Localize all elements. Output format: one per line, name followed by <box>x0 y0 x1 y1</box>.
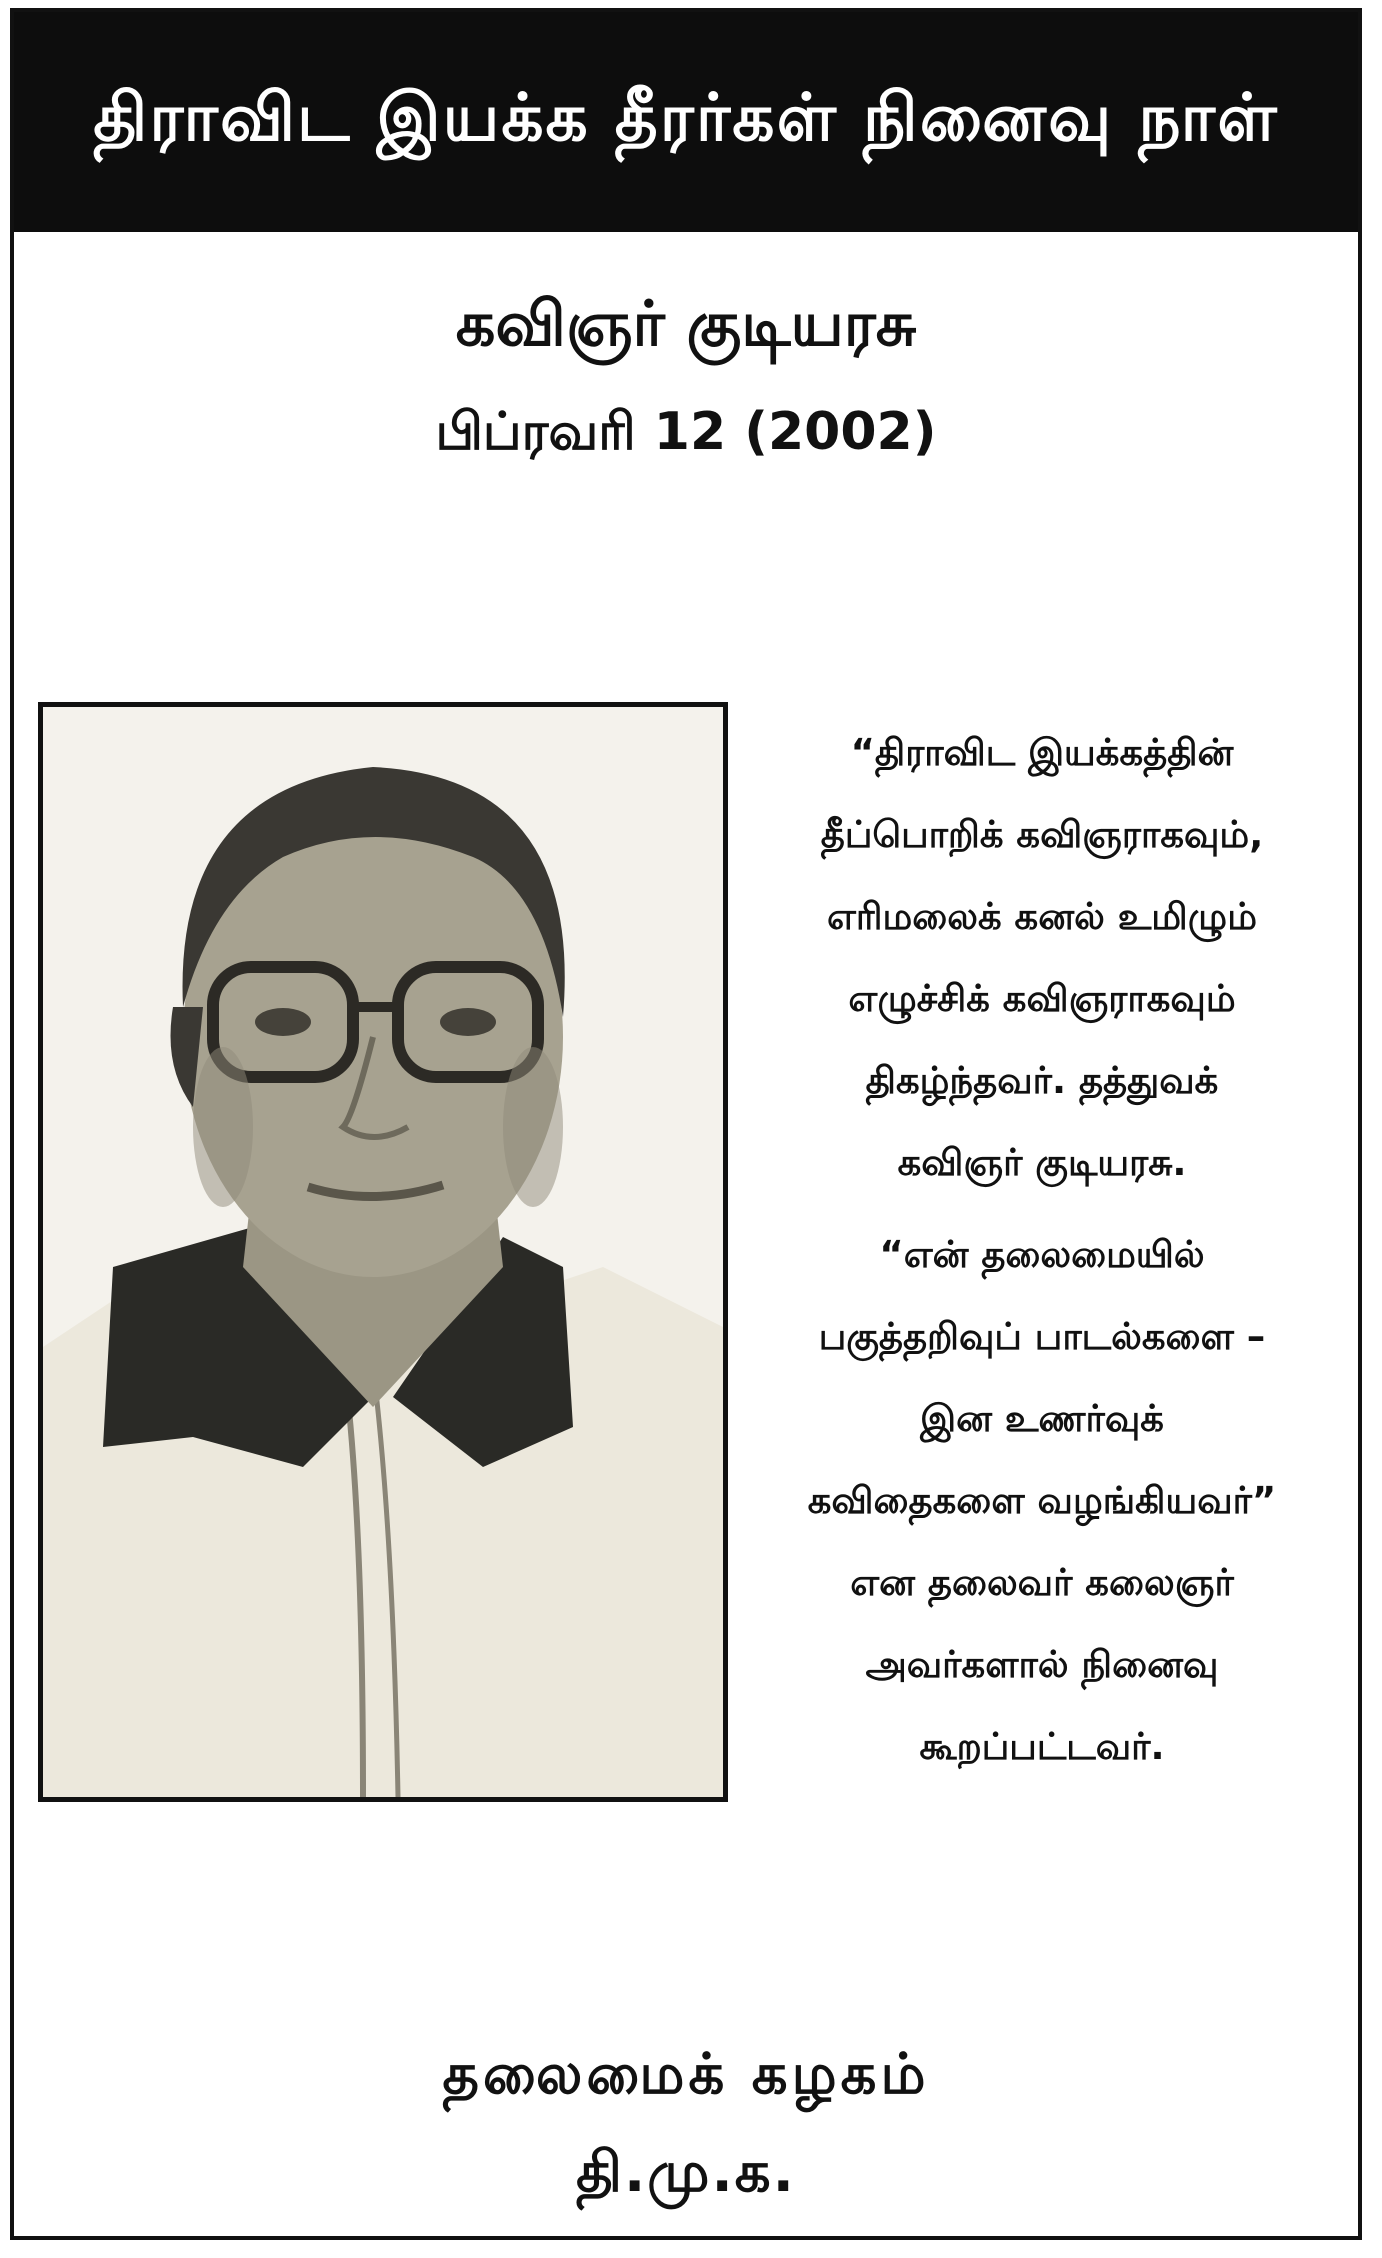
memorial-date: பிப்ரவரி 12 (2002) <box>435 402 937 462</box>
quote-line: என தலைவர் கலைஞர் <box>850 1561 1234 1604</box>
banner-title: திராவிட இயக்க தீரர்கள் நினைவு நாள் <box>93 79 1279 156</box>
quote-line: அவர்களால் நினைவு <box>865 1643 1219 1686</box>
header-banner <box>14 12 1358 232</box>
quote-line: எரிமலைக் கனல் உமிழும் <box>827 895 1257 938</box>
issuer-party: தி.மு.க. <box>576 2140 796 2205</box>
quote-line: “என் தலைமையில் <box>879 1233 1205 1276</box>
person-name: கவிஞர் குடியரசு <box>455 287 917 360</box>
quote-line: பகுத்தறிவுப் பாடல்களை – <box>818 1315 1266 1358</box>
quote-spacer <box>738 1204 1346 1214</box>
quote-line: “திராவிட இயக்கத்தின் <box>850 731 1234 774</box>
issuer-block <box>14 2042 1358 2212</box>
memorial-notice <box>10 8 1362 2240</box>
quote-line: கூறப்பட்டவர். <box>919 1725 1165 1768</box>
quote-line: கவிஞர் குடியரசு. <box>897 1141 1187 1184</box>
quote-line: இன உணர்வுக் <box>920 1397 1164 1440</box>
portrait-image <box>43 707 723 1797</box>
tribute-quote <box>738 712 1346 1788</box>
quote-line: திகழ்ந்தவர். தத்துவக் <box>865 1059 1219 1102</box>
quote-line: தீப்பொறிக் கவிஞராகவும், <box>820 813 1264 856</box>
issuer-org: தலைமைக் கழகம் <box>442 2042 930 2107</box>
quote-line: எழுச்சிக் கவிஞராகவும் <box>848 977 1236 1020</box>
quote-line: கவிதைகளை வழங்கியவர்” <box>807 1479 1277 1522</box>
portrait-photo <box>38 702 728 1802</box>
